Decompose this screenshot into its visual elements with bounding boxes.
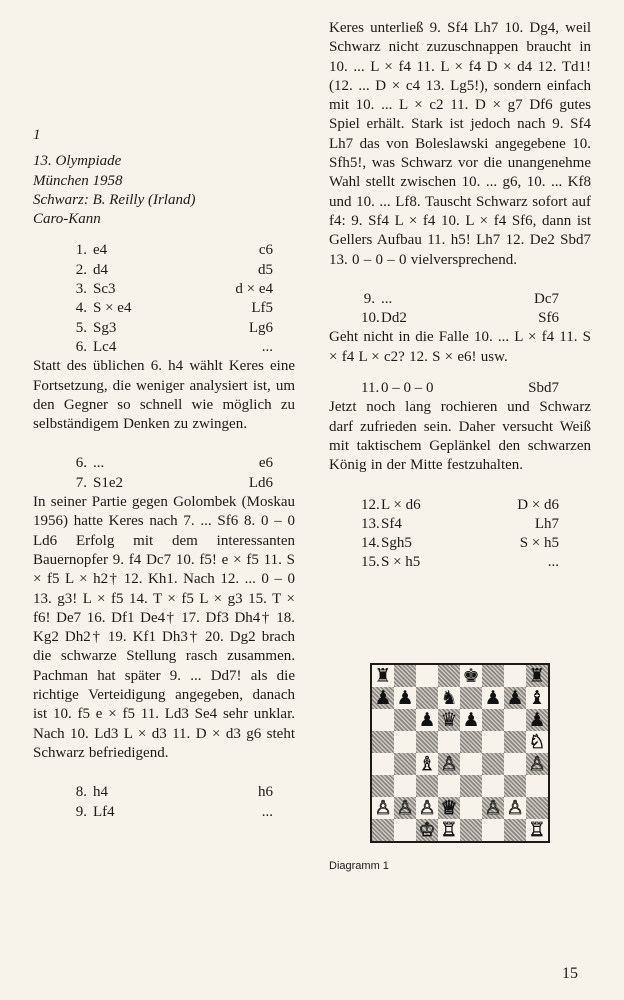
chess-piece-black: ♛ [440, 709, 458, 731]
annotation-paragraph: Jetzt noch lang rochieren und Schwarz darf zufrieden sein. Daher versucht Weiß mit taktischem Geplänkel den schwarzen König in der Mitte festzuhalten. [329, 399, 591, 474]
black-move: S × h5 [519, 535, 559, 552]
move-row [33, 454, 295, 473]
move-list [33, 454, 295, 493]
move-row [33, 299, 295, 318]
move-number: 2. [75, 261, 87, 278]
white-move [73, 241, 213, 260]
game-opening: Caro-Kann [33, 211, 101, 228]
board-square [394, 775, 416, 797]
board-square [482, 753, 504, 775]
white-move [73, 319, 213, 338]
move-number: 12. [361, 496, 380, 513]
board-square [416, 775, 438, 797]
black-move: ... [547, 554, 559, 571]
move-number: 9. [75, 803, 87, 820]
board-square [460, 687, 482, 709]
white-move-text: L × d6 [381, 496, 421, 513]
board-square [394, 709, 416, 731]
chess-piece-black: ♚ [462, 665, 480, 687]
board-square [416, 731, 438, 753]
chess-piece-white: ♙ [418, 797, 436, 819]
board-square [460, 797, 482, 819]
chess-piece-white: ♗ [418, 753, 436, 775]
white-move [361, 379, 501, 398]
white-move-text: S × e4 [93, 300, 132, 317]
chess-piece-black: ♟ [374, 687, 392, 709]
move-number: 14. [361, 535, 380, 552]
white-move-text: Sc3 [93, 281, 116, 298]
white-move [361, 496, 501, 515]
board-square [460, 775, 482, 797]
board-square [372, 709, 394, 731]
board-square [482, 775, 504, 797]
chess-piece-white: ♘ [528, 731, 546, 753]
board-square [504, 775, 526, 797]
board-square [504, 731, 526, 753]
chess-piece-white: ♖ [440, 819, 458, 841]
move-number: 13. [361, 515, 380, 532]
move-row [33, 338, 295, 357]
white-move-text: S1e2 [93, 474, 123, 491]
board-square [482, 709, 504, 731]
move-row [329, 309, 591, 328]
white-move-text: Lc4 [93, 338, 117, 355]
move-number: 11. [361, 380, 380, 397]
move-row [33, 803, 295, 822]
black-move: d5 [258, 261, 273, 278]
annotation-paragraph: Keres unterließ 9. Sf4 Lh7 10. Dg4, weil Schwarz nicht zuzuschnappen braucht in 10. ... L × f4 11. L × f4 D × d4 12. Td1! (12. ... D × c4 13. Lg5!), sondern einfach mit 10. ... L × c2 11. D × g7 Df6 gutes Spiel erhält. Stark ist jedoch nach 9. Sf4 Lh7 das von Boleslawski angegebene 10. Sfh5!, was Schwarz vor die unangenehme Wahl stellt zwischen 10. ... g6, 10. ... Kf8 und 10. ... Lf8. Tauscht Schwarz sofort auf f4: 9. Sf4 L × f4 10. L × f4 Sf6, dann ist Gellers Aufbau 11. h5! Lh7 12. De2 Sbd7 13. 0 – 0 – 0 vielversprechend. [329, 20, 591, 268]
page-number: 15 [562, 965, 578, 982]
white-move [73, 280, 213, 299]
move-number: 8. [75, 784, 87, 801]
black-move: D × d6 [517, 496, 559, 513]
white-move-text: d4 [93, 261, 108, 278]
move-number: 6. [75, 338, 87, 355]
diagram-caption: Diagramm 1 [329, 860, 389, 872]
chess-piece-black: ♟ [528, 709, 546, 731]
board-square [394, 731, 416, 753]
board-square [460, 819, 482, 841]
board-square [394, 665, 416, 687]
chess-piece-white: ♙ [506, 797, 524, 819]
board-square [394, 819, 416, 841]
black-move: Ld6 [248, 474, 273, 491]
white-move [361, 534, 501, 553]
white-move-text: e4 [93, 242, 108, 259]
white-move-text: ... [381, 290, 393, 307]
board-square [416, 665, 438, 687]
chess-diagram [370, 663, 550, 843]
annotation-paragraph: Statt des üblichen 6. h4 wählt Keres eine Fortsetzung, die weniger analysiert ist, um den Gegner so schnell wie möglich zu selbständigem Denken zu zwingen. [33, 358, 295, 433]
white-move [73, 454, 213, 473]
chess-piece-black: ♟ [462, 709, 480, 731]
game-event: 13. Olympiade [33, 153, 122, 170]
move-number: 7. [75, 474, 87, 491]
chess-piece-black: ♝ [528, 687, 546, 709]
board-square [526, 775, 548, 797]
chess-piece-black: ♟ [396, 687, 414, 709]
chess-piece-white: ♙ [440, 753, 458, 775]
chess-piece-white: ♙ [374, 797, 392, 819]
left-column [33, 0, 295, 822]
board-square [482, 819, 504, 841]
chess-piece-white: ♙ [484, 797, 502, 819]
move-row [33, 783, 295, 802]
white-move [73, 338, 213, 357]
move-row [329, 290, 591, 309]
annotation-paragraph: Geht nicht in die Falle 10. ... L × f4 11. S × f4 L × c2? 12. S × e6! usw. [329, 329, 591, 365]
chess-piece-white: ♙ [396, 797, 414, 819]
white-move [73, 474, 213, 493]
white-move [361, 553, 501, 572]
move-row [33, 474, 295, 493]
board-square [438, 775, 460, 797]
board-square [438, 665, 460, 687]
white-move [73, 783, 213, 802]
board-square [372, 775, 394, 797]
annotation-paragraph: In seiner Partie gegen Golombek (Moskau 1956) hatte Keres nach 7. ... Sf6 8. 0 – 0 Ld6 Erfolg mit dem interessanten Bauernopfer 9. f4 Dc7 10. f5! e × f5 11. S × f5 L × h2† 12. Kh1. Nach 12. ... 0 – 0 13. g3! L × f5 14. T × f5 L × g3 15. T × f6! De7 16. Df1 De4† 17. Df3 Dh4† 18. Kg2 Dh2† 19. Kf1 Dh3† 20. Dg2 brach die schwarze Stellung rasch zusammen. Pachman hat später 9. ... Dd7! als die richtige Verteidigung angegeben, danach ist 10. f5 e × f5 11. Ld3 Se4 sehr unklar. Nach 10. Ld3 L × d3 11. D × d3 g6 steht Schwarz befriedigend. [33, 494, 295, 761]
move-number: 6. [75, 455, 87, 472]
white-move-text: ... [93, 455, 105, 472]
board-square [504, 753, 526, 775]
board-square [460, 753, 482, 775]
move-row [33, 319, 295, 338]
black-move: d × e4 [235, 281, 273, 298]
board-square [482, 665, 504, 687]
board-square [416, 687, 438, 709]
black-move: e6 [258, 455, 273, 472]
white-move-text: 0 – 0 – 0 [381, 380, 434, 397]
game-black-player: Schwarz: B. Reilly (Irland) [33, 191, 196, 208]
chess-piece-black: ♜ [528, 665, 546, 687]
white-move [73, 803, 213, 822]
board-square [394, 753, 416, 775]
white-move-text: Sg3 [93, 319, 117, 336]
move-number: 1. [75, 242, 87, 259]
board-square [372, 753, 394, 775]
game-number: 1 [33, 127, 41, 143]
move-row [329, 534, 591, 553]
chess-piece-white: ♔ [418, 819, 436, 841]
move-number: 3. [75, 281, 87, 298]
chess-piece-black: ♜ [374, 665, 392, 687]
black-move: Sbd7 [528, 380, 559, 397]
game-place: München 1958 [33, 172, 123, 189]
move-row [33, 280, 295, 299]
move-number: 15. [361, 554, 380, 571]
white-move-text: Dd2 [381, 310, 407, 327]
move-row [329, 515, 591, 534]
move-list [33, 241, 295, 357]
move-number: 10. [361, 310, 380, 327]
move-number: 5. [75, 319, 87, 336]
black-move: Dc7 [534, 290, 559, 307]
black-move: Lg6 [248, 319, 273, 336]
black-move: Lh7 [534, 515, 559, 532]
white-move [361, 515, 501, 534]
move-row [329, 553, 591, 572]
white-move-text: Sf4 [381, 515, 402, 532]
board-square [504, 709, 526, 731]
move-row [329, 496, 591, 515]
move-row [329, 379, 591, 398]
white-move-text: S × h5 [381, 554, 421, 571]
right-column [329, 0, 591, 573]
black-move: ... [261, 338, 273, 355]
board-square [372, 819, 394, 841]
black-move: Lf5 [251, 300, 273, 317]
move-number: 9. [363, 290, 375, 307]
chess-piece-black: ♞ [440, 687, 458, 709]
move-list [329, 290, 591, 329]
chess-piece-white: ♙ [528, 753, 546, 775]
chess-piece-white: ♖ [528, 819, 546, 841]
move-row [33, 241, 295, 260]
board-square [460, 731, 482, 753]
white-move [361, 309, 501, 328]
chess-piece-white: ♕ [440, 797, 458, 819]
white-move [361, 290, 501, 309]
black-move: c6 [258, 242, 273, 259]
black-move: Sf6 [538, 310, 559, 327]
board-square [504, 665, 526, 687]
white-move [73, 299, 213, 318]
move-list [33, 783, 295, 822]
board-square [372, 731, 394, 753]
board-square [438, 731, 460, 753]
move-list [329, 496, 591, 573]
board-square [526, 797, 548, 819]
black-move: ... [261, 803, 273, 820]
move-number: 4. [75, 300, 87, 317]
white-move [73, 261, 213, 280]
board-square [482, 731, 504, 753]
white-move-text: Lf4 [93, 803, 115, 820]
chess-piece-black: ♟ [506, 687, 524, 709]
move-list [329, 379, 591, 398]
chess-piece-black: ♟ [418, 709, 436, 731]
white-move-text: Sgh5 [381, 535, 412, 552]
chess-piece-black: ♟ [484, 687, 502, 709]
board-square [504, 819, 526, 841]
black-move: h6 [258, 784, 273, 801]
move-row [33, 261, 295, 280]
white-move-text: h4 [93, 784, 108, 801]
